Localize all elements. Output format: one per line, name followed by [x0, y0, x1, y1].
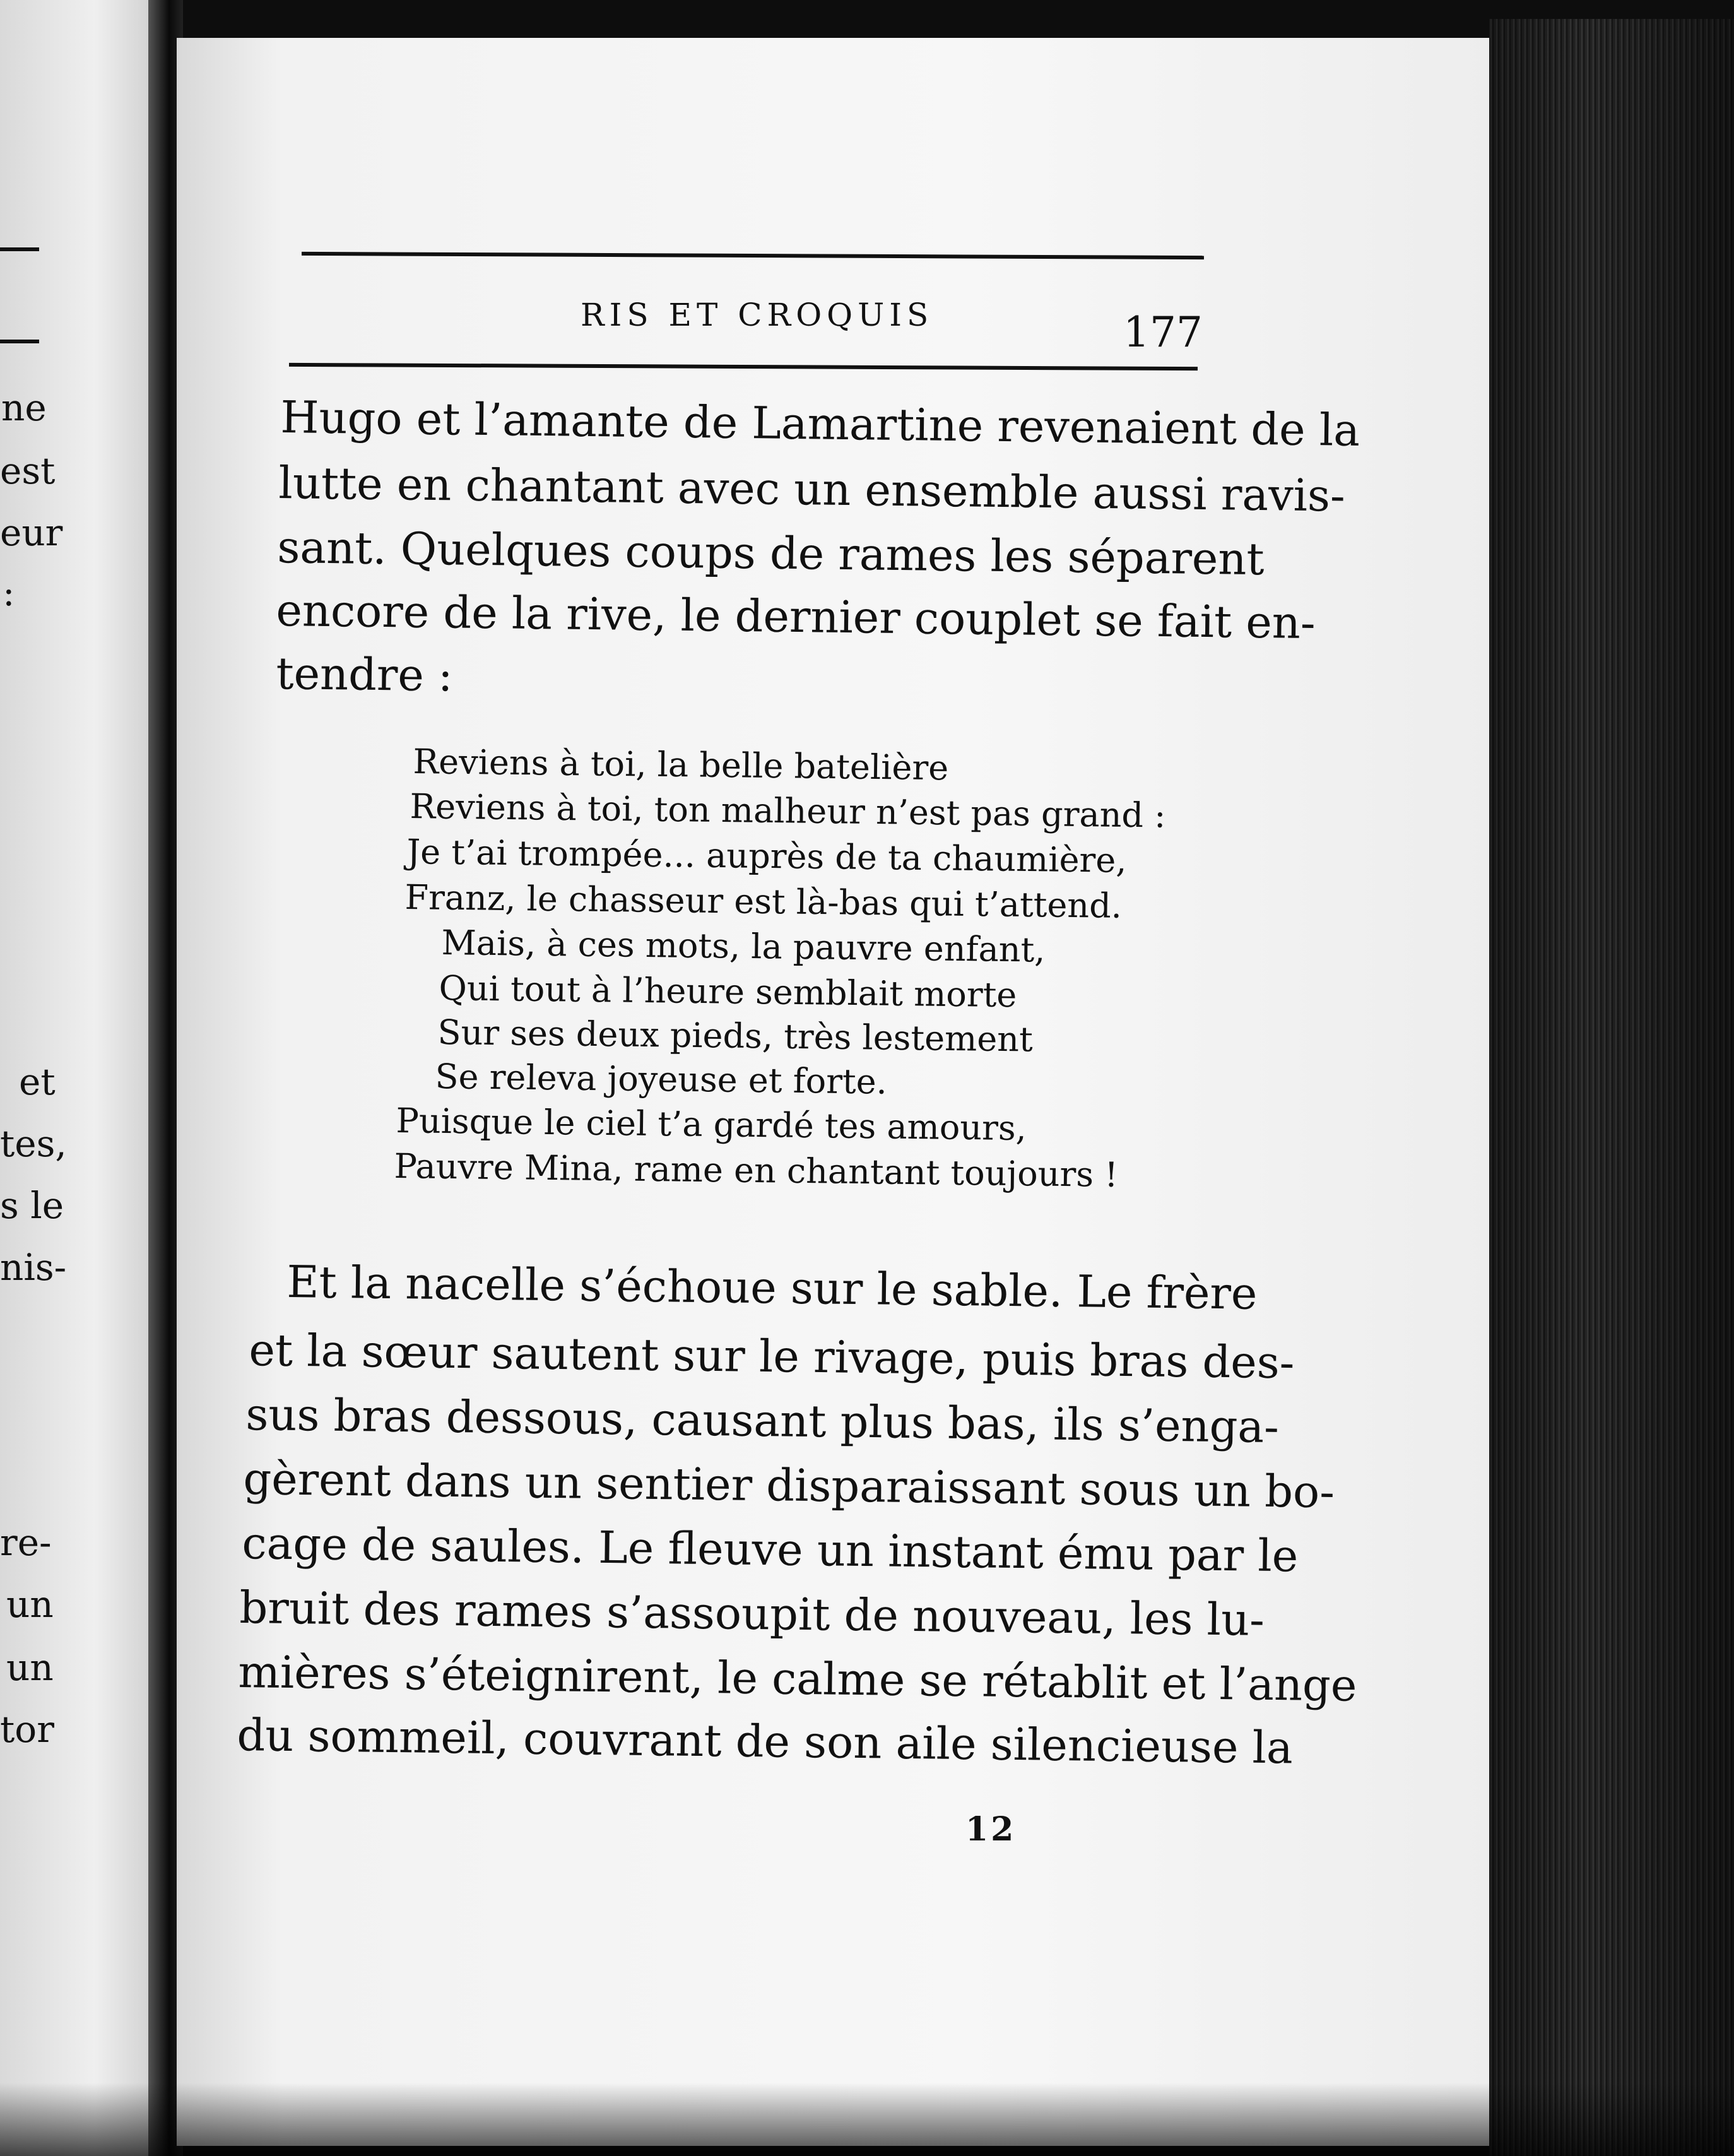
verse-line: Franz, le chasseur est là-bas qui t’attend.	[404, 877, 1123, 926]
left-fragment: un	[6, 1646, 54, 1689]
paragraph-line: et la sœur sautent sur le rivage, puis bras des-	[248, 1324, 1295, 1389]
left-fragment: nis-	[0, 1246, 67, 1289]
paragraph-line: Et la nacelle s’échoue sur le sable. Le frère	[286, 1256, 1258, 1320]
paragraph-line: sus bras dessous, causant plus bas, ils s’enga-	[245, 1389, 1280, 1453]
left-fragment: :	[3, 571, 15, 614]
page-number: 177	[1123, 308, 1203, 357]
left-fragment: ne	[1, 386, 47, 429]
left-page-rule	[0, 247, 39, 251]
paragraph-line: Hugo et l’amante de Lamartine revenaient de la	[280, 391, 1360, 456]
verse-line: Se releva joyeuse et forte.	[435, 1057, 888, 1102]
left-fragment: tor	[0, 1708, 54, 1751]
paragraph-line: bruit des rames s’assoupit de nouveau, les lu-	[239, 1582, 1265, 1646]
paragraph-line: lutte en chantant avec un ensemble aussi ravis-	[278, 457, 1346, 522]
signature-mark: 12	[965, 1810, 1017, 1849]
verse-line: Sur ses deux pieds, très lestement	[437, 1012, 1034, 1060]
verse-line: Mais, à ces mots, la pauvre enfant,	[441, 923, 1046, 970]
verse-line: Reviens à toi, ton malheur n’est pas grand :	[410, 786, 1166, 836]
left-fragment: un	[6, 1583, 54, 1626]
paragraph-line: tendre :	[275, 648, 454, 702]
verse-line: Reviens à toi, la belle batelière	[413, 742, 949, 788]
left-fragment: re-	[0, 1521, 52, 1564]
verse-line: Puisque le ciel t’a gardé tes amours,	[396, 1101, 1027, 1149]
left-fragment: s le	[0, 1184, 64, 1227]
verse-line: Pauvre Mina, rame en chantant toujours !	[394, 1146, 1119, 1195]
paragraph-line: sant. Quelques coups de rames les séparent	[276, 521, 1265, 586]
verse-line: Je t’ai trompée... auprès de ta chaumière,	[406, 832, 1127, 880]
paragraph-line: du sommeil, couvrant de son aile silencieuse la	[236, 1709, 1294, 1774]
paragraph-line: cage de saules. Le fleuve un instant ému par le	[241, 1517, 1299, 1582]
paragraph-line: mières s’éteignirent, le calme se rétablit et l’ange	[237, 1646, 1357, 1712]
left-fragment: tes,	[0, 1122, 67, 1165]
running-head: RIS ET CROQUIS	[581, 297, 934, 333]
left-fragment: eur	[0, 511, 63, 554]
left-page-rule	[0, 340, 39, 343]
left-fragment: et	[19, 1060, 56, 1103]
paragraph-line: encore de la rive, le dernier couplet se fait en-	[275, 584, 1316, 649]
paragraph-line: gèrent dans un sentier disparaissant sous un bo-	[242, 1453, 1335, 1519]
verse-line: Qui tout à l’heure semblait morte	[439, 968, 1017, 1016]
left-fragment: est	[0, 449, 56, 492]
